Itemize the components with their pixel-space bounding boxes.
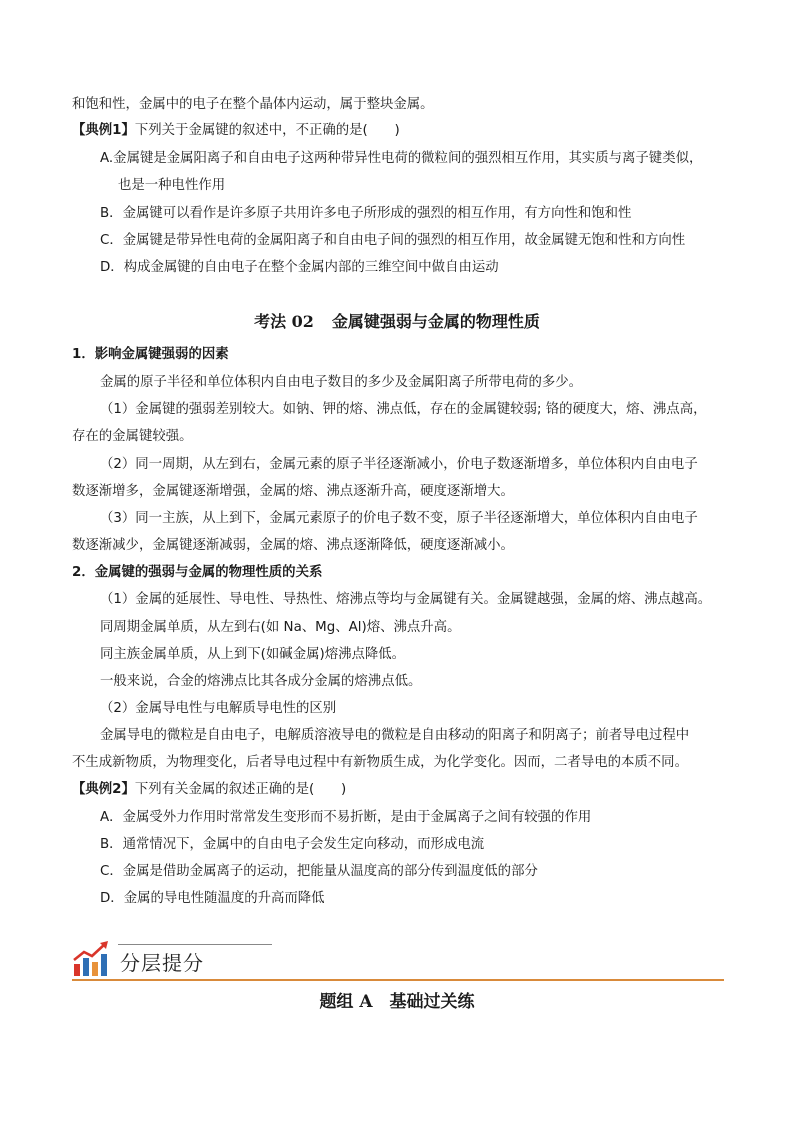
paragraph: （1）金属键的强弱差别较大。如钠、钾的熔、沸点低，存在的金属键较弱; 铬的硬度大，熔、沸点高， <box>100 402 707 417</box>
option-a: A．金属受外力作用时常常发生变形而不易折断，是由于金属离子之间有较强的作用 <box>100 810 592 825</box>
example-label: 【典例2】 <box>72 782 135 797</box>
option-c: C．金属是借助金属离子的运动，把能量从温度高的部分传到温度低的部分 <box>100 864 538 879</box>
section-heading <box>0 312 794 332</box>
paragraph: 同主族金属单质，从上到下(如碱金属)熔沸点降低。 <box>100 647 406 662</box>
paragraph: 一般来说，合金的熔沸点比其各成分金属的熔沸点低。 <box>100 674 422 689</box>
paragraph: 金属导电的微粒是自由电子，电解质溶液导电的微粒是自由移动的阳离子和阴离子；前者导电过程中 <box>100 728 690 743</box>
example-stem: 下列关于金属键的叙述中，不正确的是( ) <box>134 123 400 138</box>
section-title: 金属键强弱与金属的物理性质 <box>331 312 540 331</box>
example-stem: 下列有关金属的叙述正确的是( ) <box>134 782 347 797</box>
part-2-heading: 2．金属键的强弱与金属的物理性质的关系 <box>72 565 323 580</box>
paragraph: 同周期金属单质，从左到右(如 Na、Mg、Al)熔、沸点升高。 <box>100 620 461 635</box>
group-a-title: 题组 A 基础过关练 <box>319 992 475 1012</box>
paragraph-cont: 数逐渐减少，金属键逐渐减弱，金属的熔、沸点逐渐降低，硬度逐渐减小。 <box>72 538 514 553</box>
paragraph: 金属的原子半径和单位体积内自由电子数目的多少及金属阳离子所带电荷的多少。 <box>100 375 583 390</box>
option-d: D．金属的导电性随温度的升高而降低 <box>100 891 325 906</box>
paragraph: （2）同一周期，从左到右，金属元素的原子半径逐渐减小，价电子数逐渐增多，单位体积内自由电子 <box>100 457 698 472</box>
paragraph: （2）金属导电性与电解质导电性的区别 <box>100 701 337 716</box>
option-b: B．通常情况下，金属中的自由电子会发生定向移动，而形成电流 <box>100 837 485 852</box>
example-label: 【典例1】 <box>72 123 135 138</box>
option-a: A.金属键是金属阳离子和自由电子这两种带异性电荷的微粒间的强烈相互作用，其实质与离子键类似， <box>100 151 703 166</box>
example-2-stem <box>72 781 732 799</box>
option-a-cont: 也是一种电性作用 <box>118 178 226 193</box>
text-line: 和饱和性，金属中的电子在整个晶体内运动，属于整块金属。 <box>72 97 434 112</box>
option-d: D．构成金属键的自由电子在整个金属内部的三维空间中做自由运动 <box>100 260 499 275</box>
option-b: B．金属键可以看作是许多原子共用许多电子所形成的强烈的相互作用，有方向性和饱和性 <box>100 206 632 221</box>
part-1-heading: 1．影响金属键强弱的因素 <box>72 347 229 362</box>
section-number: 考法 02 <box>254 312 314 331</box>
paragraph: （1）金属的延展性、导电性、导热性、熔沸点等均与金属键有关。金属键越强，金属的熔、沸点越高。 <box>100 592 712 607</box>
example-1-stem <box>72 122 732 140</box>
banner-underline <box>72 979 724 981</box>
banner-title: 分层提分 <box>120 951 204 975</box>
chart-growth-icon <box>72 940 110 978</box>
paragraph: （3）同一主族，从上到下，金属元素原子的价电子数不变，原子半径逐渐增大，单位体积内自由电子 <box>100 511 698 526</box>
paragraph-cont: 数逐渐增多，金属键逐渐增强，金属的熔、沸点逐渐升高，硬度逐渐增大。 <box>72 484 514 499</box>
section-banner <box>72 940 724 984</box>
paragraph-cont: 不生成新物质，为物理变化，后者导电过程中有新物质生成，为化学变化。因而，二者导电的本质不同。 <box>72 755 688 770</box>
paragraph-cont: 存在的金属键较强。 <box>72 429 193 444</box>
option-c: C．金属键是带异性电荷的金属阳离子和自由电子间的强烈的相互作用，故金属键无饱和性和方向性 <box>100 233 686 248</box>
banner-top-rule <box>118 944 272 945</box>
